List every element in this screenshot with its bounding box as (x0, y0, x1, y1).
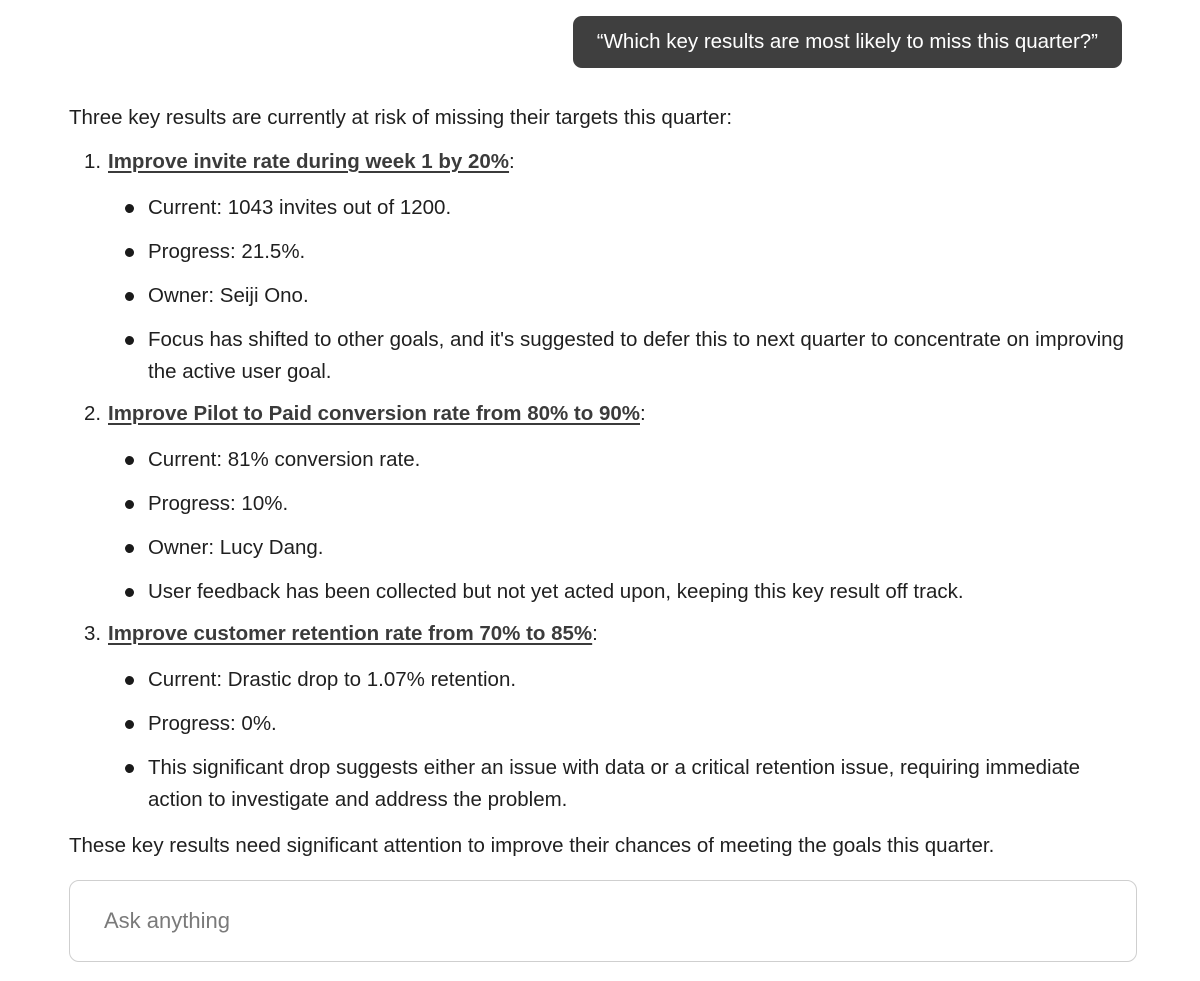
detail-item: Current: 81% conversion rate. (69, 444, 1129, 476)
response-intro: Three key results are currently at risk of missing their targets this quarter: (69, 106, 733, 129)
key-result-heading (69, 398, 1129, 432)
detail-item: User feedback has been collected but not yet acted upon, keeping this key result off track. (69, 576, 1129, 608)
heading-suffix: : (592, 622, 598, 645)
heading-suffix: : (640, 402, 646, 425)
key-result-item (69, 618, 1129, 816)
key-result-link[interactable]: Improve customer retention rate from 70% to 85% (108, 622, 593, 645)
list-number: 1. (84, 150, 102, 173)
list-number: 2. (84, 402, 102, 425)
key-result-item (69, 146, 1129, 388)
message-composer[interactable] (69, 880, 1137, 962)
detail-item: Current: 1043 invites out of 1200. (69, 192, 1129, 224)
detail-item: This significant drop suggests either an issue with data or a critical retention issue, requiring immediate action to investigate and address the problem. (69, 752, 1129, 816)
key-result-link[interactable]: Improve invite rate during week 1 by 20% (108, 150, 510, 173)
list-number: 3. (84, 622, 102, 645)
key-result-heading (69, 618, 1129, 652)
key-result-link[interactable]: Improve Pilot to Paid conversion rate from 80% to 90% (108, 402, 640, 425)
detail-item: Progress: 10%. (69, 488, 1129, 520)
user-message-bubble: “Which key results are most likely to miss this quarter?” (573, 16, 1122, 68)
assistant-response (69, 102, 1129, 862)
ask-input[interactable] (104, 881, 1094, 961)
detail-item: Current: Drastic drop to 1.07% retention. (69, 664, 1129, 696)
key-results-list (69, 146, 1129, 816)
key-result-details (69, 664, 1129, 816)
detail-item: Progress: 21.5%. (69, 236, 1129, 268)
detail-item: Progress: 0%. (69, 708, 1129, 740)
key-result-heading (69, 146, 1129, 180)
response-summary: These key results need significant attention to improve their chances of meeting the goals this quarter. (69, 834, 995, 857)
detail-item: Owner: Seiji Ono. (69, 280, 1129, 312)
key-result-item (69, 398, 1129, 608)
key-result-details (69, 444, 1129, 608)
detail-item: Focus has shifted to other goals, and it's suggested to defer this to next quarter to concentrate on improving the active user goal. (69, 324, 1129, 388)
key-result-details (69, 192, 1129, 388)
heading-suffix: : (509, 150, 515, 173)
detail-item: Owner: Lucy Dang. (69, 532, 1129, 564)
